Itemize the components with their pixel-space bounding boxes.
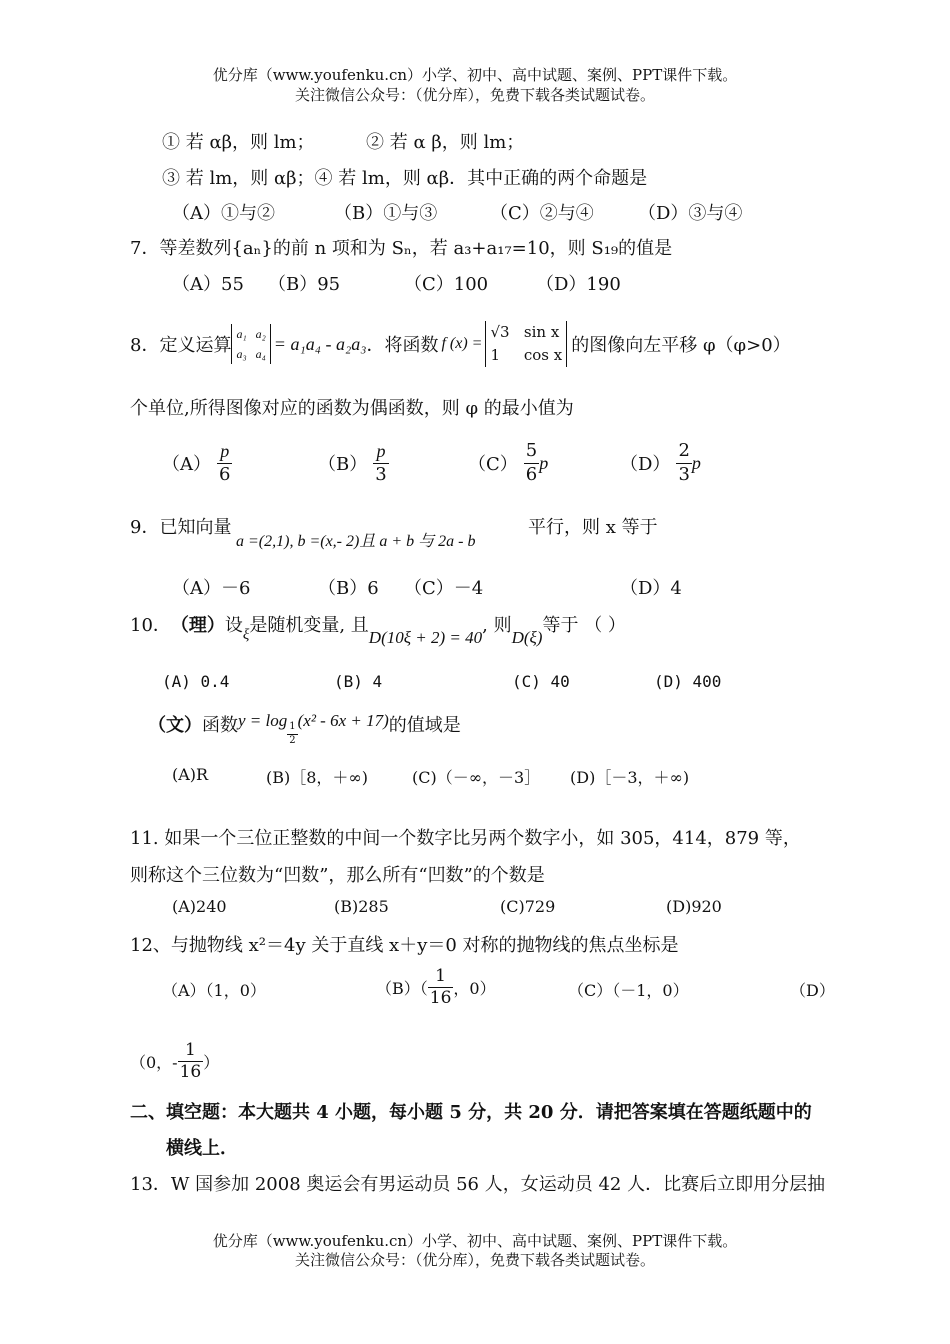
q6-premise-3-4: ③ 若 lm，则 αβ；④ 若 lm，则 αβ．其中正确的两个命题是 (162, 168, 648, 189)
q10-text-2: 是随机变量, 且 (249, 615, 369, 636)
q7-option-a: （A）55 (172, 274, 244, 295)
q6-option-a: （A）①与② (172, 203, 275, 224)
q9-option-b: （B）6 (318, 578, 379, 599)
q12-option-b (376, 966, 496, 1010)
frac-den: 3 (375, 463, 387, 485)
q9-option-a: （A）－6 (172, 578, 251, 599)
q12-option-d: （D） (790, 981, 835, 1000)
q12-option-d-pre: （0，- (130, 1053, 178, 1073)
q10-text-3: , 则 (482, 615, 512, 636)
page-header-line1: 优分库（www.youfenku.cn）小学、初中、高中试题、案例、PPT课件下载。 (212, 66, 738, 84)
q10w-log-base (287, 721, 297, 747)
q12-stem: 12、与抛物线 x²＝4y 关于直线 x＋y＝0 对称的抛物线的焦点坐标是 (130, 935, 679, 956)
q8-det-a2: a₂ (255, 326, 266, 341)
q12-option-b-pre: （B）（ (376, 979, 428, 999)
q10w-stem (148, 711, 461, 747)
q12-option-d-post: ） (203, 1053, 220, 1073)
q12-option-d-fraction (178, 1040, 204, 1084)
q10w-tail: 的值域是 (388, 715, 461, 736)
q10w-option-a: (A)R (172, 765, 209, 784)
frac-den: 6 (525, 463, 538, 485)
q11-option-b: (B)285 (334, 897, 389, 916)
q11-option-a: (A)240 (172, 897, 227, 916)
q8-mid-text: ．将函数 (366, 335, 439, 356)
q12-option-d-value (130, 1040, 219, 1084)
q10w-argument: (x² - 6x + 17) (297, 711, 389, 730)
q10-option-c: (C) 40 (512, 672, 570, 691)
q10w-option-b: (B)［8，＋∞) (266, 768, 368, 787)
q8-function-name: f (x) = (441, 335, 483, 352)
section2-heading-line2: 横线上． (166, 1138, 238, 1159)
q12-option-b-post: ，0） (453, 979, 496, 999)
q7-option-c: （C）100 (404, 274, 489, 295)
page-header-line2: 关注微信公众号：（优分库），免费下载各类试题试卷。 (294, 86, 655, 104)
frac-den: 16 (179, 1062, 202, 1083)
q10-number: 10． (130, 615, 171, 636)
q8-option-a (162, 440, 232, 486)
q7-option-b: （B）95 (268, 274, 341, 295)
q10w-option-c: (C)（－∞，－3］ (412, 768, 541, 787)
q10-text-1: 设 (224, 615, 243, 636)
frac-num: p (373, 440, 388, 464)
q8-fdet-sqrt3: √3 (490, 322, 510, 341)
q10w-option-d: (D)［－3，＋∞) (570, 768, 690, 787)
section2-heading: 二、填空题：本大题共 4 小题，每小题 5 分，共 20 分．请把答案填在答题纸题中的 (130, 1102, 812, 1123)
frac-den: 3 (678, 463, 690, 485)
q10-option-b: (B) 4 (334, 672, 383, 691)
q12-option-c: （C）（－1，0） (568, 981, 689, 1000)
frac-num: 1 (428, 966, 454, 988)
q8-number: 8．定义运算 (130, 335, 232, 356)
page-footer-line1: 优分库（www.youfenku.cn）小学、初中、高中试题、案例、PPT课件下载。 (212, 1232, 738, 1250)
q8-fdet-sinx: sin x (523, 322, 560, 341)
q10-equation: D(10ξ + 2) = 40 (368, 628, 483, 647)
q10-text-4: 等于 （ ） (542, 615, 626, 636)
q10-dxi: D(ξ) (511, 628, 543, 647)
q8-tail: 的图像向左平移 φ（φ>0） (571, 335, 791, 356)
q9-stem: 9．已知向量 (130, 517, 232, 538)
q8-option-a-fraction (217, 440, 232, 486)
q6-option-c: （C）②与④ (490, 203, 594, 224)
q10-xi: ξ (242, 627, 250, 643)
q8-fdet-1: 1 (490, 346, 501, 364)
q11-line2: 则称这个三位数为“凹数”，那么所有“凹数”的个数是 (130, 865, 545, 886)
frac-num: 1 (178, 1040, 204, 1062)
q9-option-c: （C）－4 (404, 578, 484, 599)
q8-determinant (231, 324, 270, 365)
q10-stem (130, 611, 626, 647)
q10w-wen-label: （文） (148, 715, 202, 736)
q11-line1: 11. 如果一个三位正整数的中间一个数字比另两个数字小，如 305，414，879 等， (130, 828, 801, 849)
q6-premise-1: ① 若 αβ，则 lm； (162, 132, 315, 153)
q13-line1: 13．W 国参加 2008 奥运会有男运动员 56 人，女运动员 42 人．比赛后立即用分层抽 (130, 1174, 826, 1195)
page-footer-line2: 关注微信公众号：（优分库），免费下载各类试题试卷。 (294, 1251, 655, 1269)
q10-option-d: (D) 400 (654, 672, 722, 691)
q8-option-d (620, 440, 701, 486)
frac-num: 2 (676, 440, 691, 464)
q9-tail: 平行，则 x 等于 (528, 517, 658, 538)
q10w-text-1: 函数 (202, 715, 238, 736)
frac-den: 6 (219, 463, 231, 485)
q8-fdet-cosx: cos x (523, 346, 563, 364)
q6-option-d: （D）③与④ (638, 203, 743, 224)
q8-option-d-pi: p (691, 452, 701, 473)
q11-option-d: (D)920 (666, 897, 722, 916)
q6-premise-2: ② 若 α β，则 lm； (366, 132, 525, 153)
q8-option-c-fraction (524, 440, 539, 486)
q8-option-c-label: （C） (468, 454, 518, 475)
q6-option-b: （B）①与③ (334, 203, 438, 224)
q9-option-d: （D）4 (620, 578, 682, 599)
q8-option-b (318, 440, 389, 486)
q8-option-b-label: （B） (318, 454, 368, 475)
q8-det-a4: a₄ (255, 347, 266, 361)
q10-option-a: (A) 0.4 (162, 672, 230, 691)
q8-function-determinant (485, 321, 567, 368)
q12-option-b-fraction (428, 966, 454, 1010)
q8-stem (130, 316, 791, 372)
q8-option-a-label: （A） (162, 454, 211, 475)
q10-li-label: （理） (170, 615, 225, 636)
q8-option-c-pi: p (539, 452, 549, 473)
q12-option-a: （A）（1，0） (162, 981, 266, 1000)
q11-option-c: (C)729 (500, 897, 556, 916)
q8-line2: 个单位,所得图像对应的函数为偶函数，则 φ 的最小值为 (130, 398, 574, 419)
q9-condition: a =(2,1), b =(x,- 2)且 a + b 与 2a - b (236, 533, 476, 550)
q8-det-a3: a₃ (236, 347, 247, 361)
frac-num: p (217, 440, 232, 464)
q8-definition: = a₁a₄ - a₂a₃ (273, 333, 367, 354)
frac-num: 1 (287, 721, 297, 735)
q8-option-d-fraction (676, 440, 691, 486)
frac-num: 5 (524, 440, 539, 464)
q8-option-d-label: （D） (620, 454, 671, 475)
frac-den: 2 (289, 734, 296, 746)
q10w-function: y = log (238, 711, 288, 730)
q8-option-c (468, 440, 548, 486)
frac-den: 16 (429, 988, 452, 1009)
q8-det-a1: a₁ (236, 326, 247, 341)
q8-option-b-fraction (373, 440, 388, 486)
q7-stem: 7．等差数列{aₙ}的前 n 项和为 Sₙ，若 a₃+a₁₇=10，则 S₁₉的值是 (130, 238, 673, 259)
q7-option-d: （D）190 (536, 274, 621, 295)
